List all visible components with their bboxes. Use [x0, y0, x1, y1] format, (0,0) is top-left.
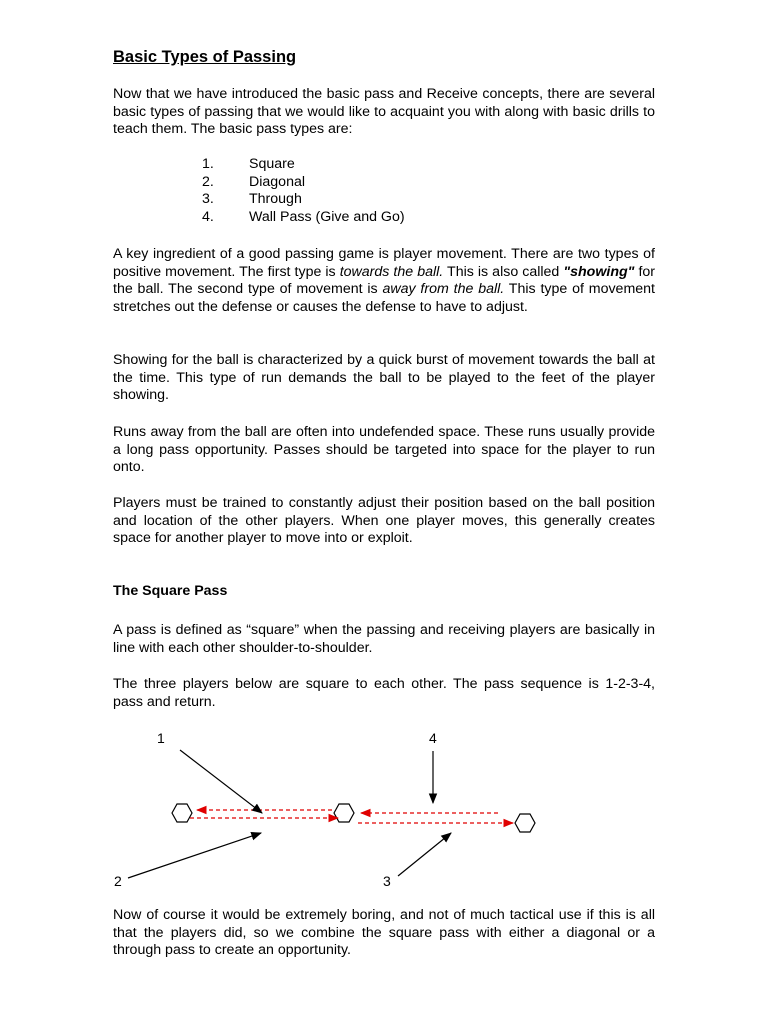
closing-paragraph: Now of course it would be extremely boring, and not of much tactical use if this is all that the players did, so we combine the square pass with either a diagonal or a through pass to create an opportunity. — [113, 907, 655, 959]
movement-emphasis-away: away from the ball. — [382, 281, 505, 298]
square-pass-heading: The Square Pass — [113, 583, 228, 599]
list-item-label: Square — [249, 156, 295, 172]
list-item — [202, 209, 405, 227]
pointer-arrow-1 — [180, 750, 262, 813]
list-item-number: 3. — [202, 191, 214, 208]
list-item — [202, 191, 405, 209]
list-item — [202, 156, 405, 174]
players-paragraph: Players must be trained to constantly adjust their position based on the ball position and location of the other players. When one player moves, this generally creates space for another player to move into or exploit. — [113, 495, 655, 547]
list-item-label: Through — [249, 191, 302, 208]
diagram-label-4: 4 — [429, 730, 437, 746]
movement-emphasis-towards: towards the ball. — [339, 263, 444, 280]
list-item-label: Diagonal — [249, 173, 306, 190]
diagram-label-1: 1 — [157, 730, 165, 746]
movement-text-1: A key ingredient of a good passing game is player movement. There are two types of positive movement. The first type is — [113, 246, 655, 280]
pointer-arrow-2 — [128, 833, 261, 878]
diagram-label-3: 3 — [383, 873, 391, 889]
square-definition-paragraph: A pass is defined as “square” when the passing and receiving players are basically in line with each other shoulder-to-shoulder. — [113, 622, 655, 656]
player-left-hexagon — [172, 804, 192, 822]
diagram-label-2: 2 — [114, 873, 122, 889]
list-item-number: 1. — [202, 156, 214, 172]
pass-types-list — [202, 156, 405, 226]
player-right-hexagon — [515, 814, 535, 832]
movement-text-2: This is also called — [443, 263, 564, 280]
player-middle-hexagon — [334, 804, 354, 822]
movement-text-3: for the ball. The second type of movement is — [113, 263, 655, 298]
square-pass-diagram — [0, 720, 768, 900]
list-item-label: Wall Pass (Give and Go) — [249, 208, 405, 225]
square-sequence-paragraph: The three players below are square to each other. The pass sequence is 1-2-3-4, pass and return. — [113, 676, 655, 710]
runs-paragraph: Runs away from the ball are often into undefended space. These runs usually provide a long pass opportunity. Passes should be targeted into space for the player to run onto. — [113, 424, 655, 476]
list-item — [202, 174, 405, 192]
movement-showing-term: "showing" — [563, 263, 635, 280]
pointer-arrow-3 — [398, 833, 451, 876]
list-item-number: 2. — [202, 173, 214, 190]
intro-paragraph: Now that we have introduced the basic pass and Receive concepts, there are several basic types of passing that we would like to acquaint you with along with basic drills to teach them. The basic pass types are: — [113, 86, 655, 138]
showing-paragraph: Showing for the ball is characterized by a quick burst of movement towards the ball at the time. This type of run demands the ball to be played to the feet of the player showing. — [113, 352, 655, 404]
movement-text-4: This type of movement stretches out the defense or causes the defense to have to adjust. — [113, 281, 655, 316]
list-item-number: 4. — [202, 208, 214, 225]
page-title: Basic Types of Passing — [113, 48, 297, 66]
movement-paragraph — [113, 246, 655, 317]
